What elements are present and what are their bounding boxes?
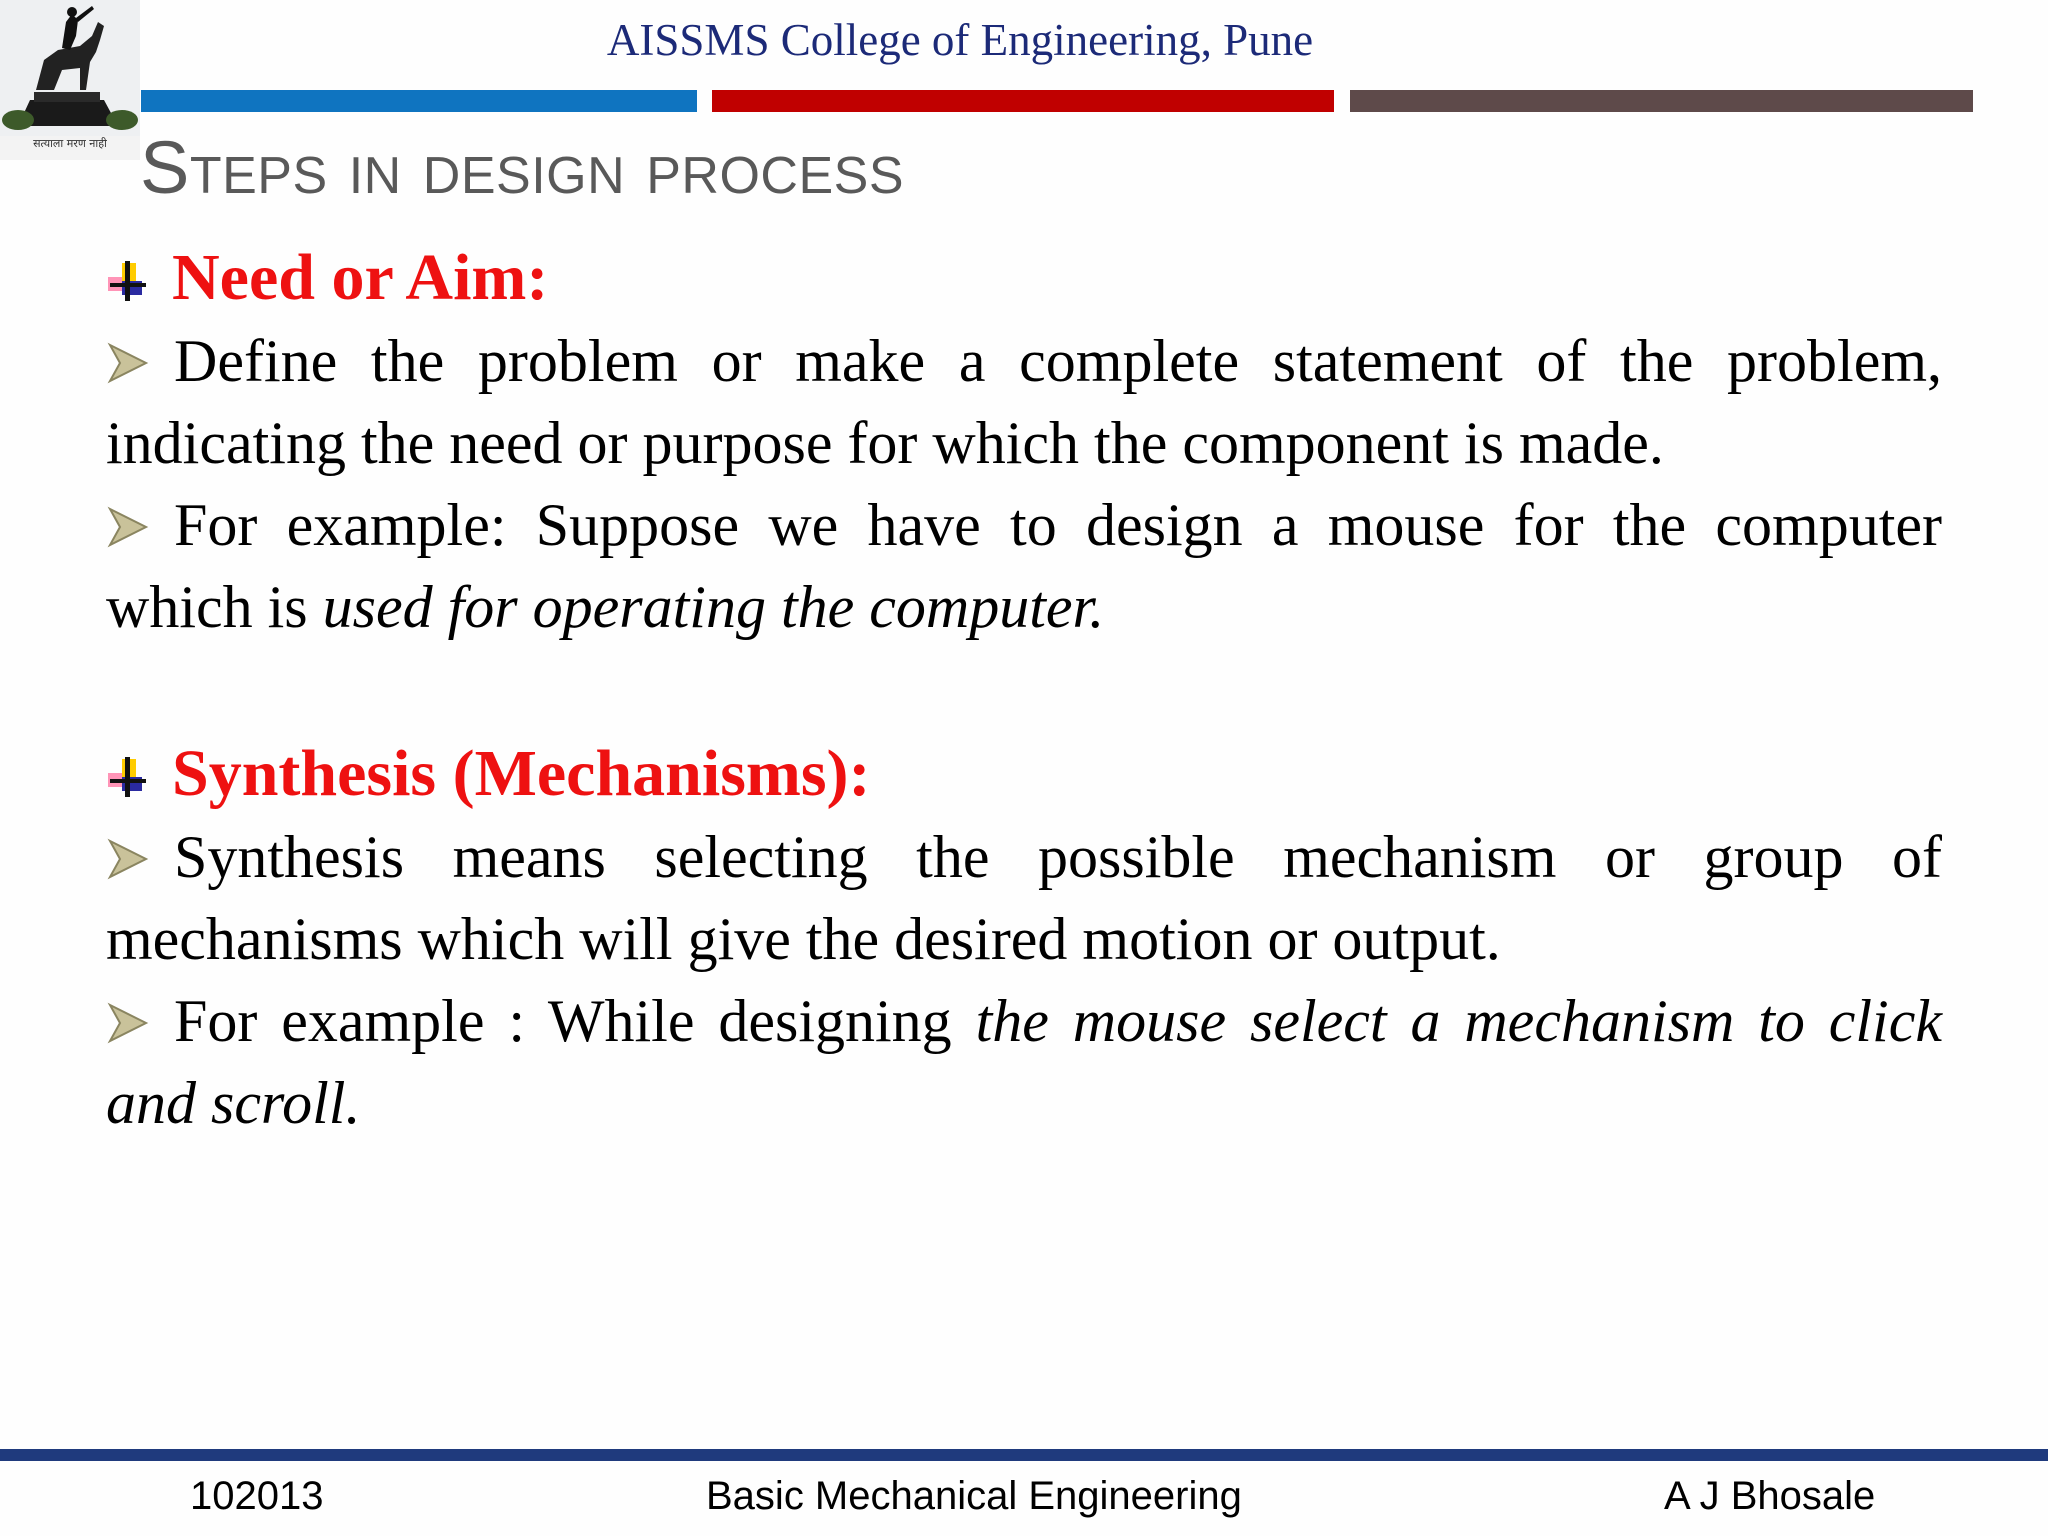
bullet-text: For example: Suppose we have to design a mouse for the computer which is xyxy=(106,492,1942,640)
bullet-text: Define the problem or make a complete statement of the problem, indicating the need or purpose for which the component is made. xyxy=(106,328,1942,476)
arrow-bullet-icon xyxy=(106,837,150,881)
arrow-bullet-icon xyxy=(106,1001,150,1045)
footer-rule xyxy=(0,1449,2048,1461)
section-heading-text: Need or Aim: xyxy=(172,241,549,314)
header-bar-blue xyxy=(141,90,697,112)
colorful-square-bullet-icon xyxy=(106,259,150,303)
slide-title: Steps in design process xyxy=(140,126,905,209)
footer-course-name: Basic Mechanical Engineering xyxy=(706,1474,1242,1518)
slide-content xyxy=(106,236,1942,1144)
logo-motto: सत्याला मरण नाही xyxy=(33,137,107,150)
arrow-bullet-icon xyxy=(106,341,150,385)
bullet-point xyxy=(106,980,1942,1144)
bullet-italic-text: used for operating the computer. xyxy=(322,574,1105,640)
bullet-italic-text: the mouse select a mechanism to click and scroll. xyxy=(106,988,1942,1136)
college-name: AISSMS College of Engineering, Pune xyxy=(606,15,1314,65)
colorful-square-bullet-icon xyxy=(106,755,150,799)
arrow-bullet-icon xyxy=(106,505,150,549)
section-heading xyxy=(106,732,1942,816)
bullet-point xyxy=(106,484,1942,648)
footer-author: A J Bhosale xyxy=(1664,1474,1876,1518)
section-heading-text: Synthesis (Mechanisms): xyxy=(172,737,871,810)
section-gap xyxy=(106,648,1942,732)
equestrian-statue-icon xyxy=(0,0,140,136)
section-heading xyxy=(106,236,1942,320)
bullet-text: For example : While designing xyxy=(174,988,976,1054)
bullet-point xyxy=(106,816,1942,980)
bullet-point xyxy=(106,320,1942,484)
header-bar-brown xyxy=(1350,90,1973,112)
header-bar-red xyxy=(712,90,1334,112)
college-logo xyxy=(0,0,140,160)
bullet-text: Synthesis means selecting the possible mechanism or group of mechanisms which will give the desired motion or output. xyxy=(106,824,1942,972)
footer-course-code: 102013 xyxy=(190,1474,324,1518)
